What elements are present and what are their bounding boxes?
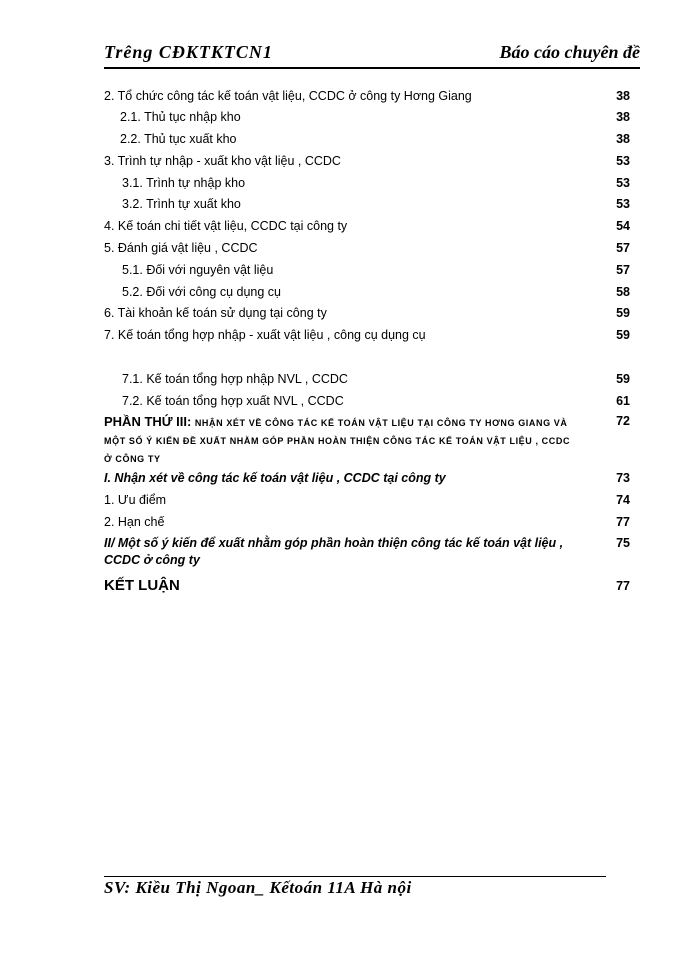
toc-entry-page: 59 [616,306,630,320]
toc-entry-page: 53 [616,176,630,190]
header-school: Trêng CĐKTKTCN1 [104,42,273,62]
toc-entry-page: 53 [616,154,630,168]
toc-entry-page: 73 [616,471,630,485]
toc-entry-page: 72 [616,414,630,428]
toc-entry-page: 61 [616,394,630,408]
toc-entry-text: 2. Tổ chức công tác kế toán vật liệu, CCDC ở công ty Hơng Giang [104,89,472,103]
toc-entry-page: 75 [616,536,630,550]
toc-entry-page: 58 [616,285,630,299]
toc-entry-page: 59 [616,372,630,386]
page-header [104,42,640,66]
toc-entry-page: 74 [616,493,630,507]
toc-entry-text: 7. Kế toán tổng hợp nhập - xuất vật liệu , công cụ dụng cụ [104,328,426,342]
toc-entry-page: 53 [616,197,630,211]
header-report-title: Báo cáo chuyên đề [499,42,640,62]
toc-part-heading [104,413,630,465]
toc-entry-text: 1. Ưu điểm [104,493,167,507]
toc-part-label: PHẦN THỨ III: [104,414,192,429]
toc-entry-text: 5.2. Đối với công cụ dụng cụ [122,285,281,299]
toc-entry-page: 54 [616,219,630,233]
toc-part-text [104,413,574,468]
toc-entry-text: II/ Một số ý kiến để xuất nhằm góp phần hoàn thiện công tác kế toán vật liệu , CCDC ở công ty [104,536,564,567]
toc-entry-page: 57 [616,263,630,277]
toc-entry-page: 59 [616,328,630,342]
toc-entry-text: 7.2. Kế toán tổng hợp xuất NVL , CCDC [122,394,344,408]
toc-entry-page: 38 [616,110,630,124]
toc-entry-text: 6. Tài khoản kế toán sử dụng tại công ty [104,306,327,320]
toc-entry-text: 4. Kế toán chi tiết vật liệu, CCDC tại công ty [104,219,348,233]
toc-entry-text: 3.2. Trình tự xuất kho [122,197,241,211]
toc-entry-page: 38 [616,89,630,103]
toc-entry-text: 3.1. Trình tự nhập kho [122,176,246,190]
toc-entry-text: I. Nhận xét về công tác kế toán vật liệu , CCDC tại công ty [104,471,446,485]
toc-entry-text: 7.1. Kế toán tổng hợp nhập NVL , CCDC [122,372,348,386]
toc-entry-page: 77 [616,579,630,593]
toc-part-title: NHẬN XÉT VỀ CÔNG TÁC KẾ TOÁN VẬT LIỆU TẠI CÔNG TY HƠNG GIANG VÀ MỘT SỐ Ý KIẾN ĐỀ XUẤT NHẰM GÓP PHẦN HOÀN THIỆN CÔNG TÁC KẾ TOÁN VẬT LIỆU , CCDC Ở CÔNG TY [104,418,571,464]
toc-entry-text: 3. Trình tự nhập - xuất kho vật liệu , CCDC [104,154,341,168]
footer-author: SV: Kiều Thị Ngoan_ Kếtoán 11A Hà nội [104,878,412,897]
toc-entry-text: 5. Đánh giá vật liệu , CCDC [104,241,258,255]
toc-entry-text: 2. Hạn chế [104,515,165,529]
toc-entry [104,535,630,571]
toc-entry-page: 38 [616,132,630,146]
header-divider [104,67,640,69]
toc-entry-page: 77 [616,515,630,529]
toc-entry-text: 2.1. Thủ tục nhập kho [120,110,241,124]
toc-entry-text: 5.1. Đối với nguyên vật liệu [122,263,274,277]
toc-entry-text: 2.2. Thủ tục xuất kho [120,132,237,146]
footer-divider [104,876,606,877]
toc-entry-page: 57 [616,241,630,255]
toc-conclusion: KẾT LUẬN [104,577,180,594]
